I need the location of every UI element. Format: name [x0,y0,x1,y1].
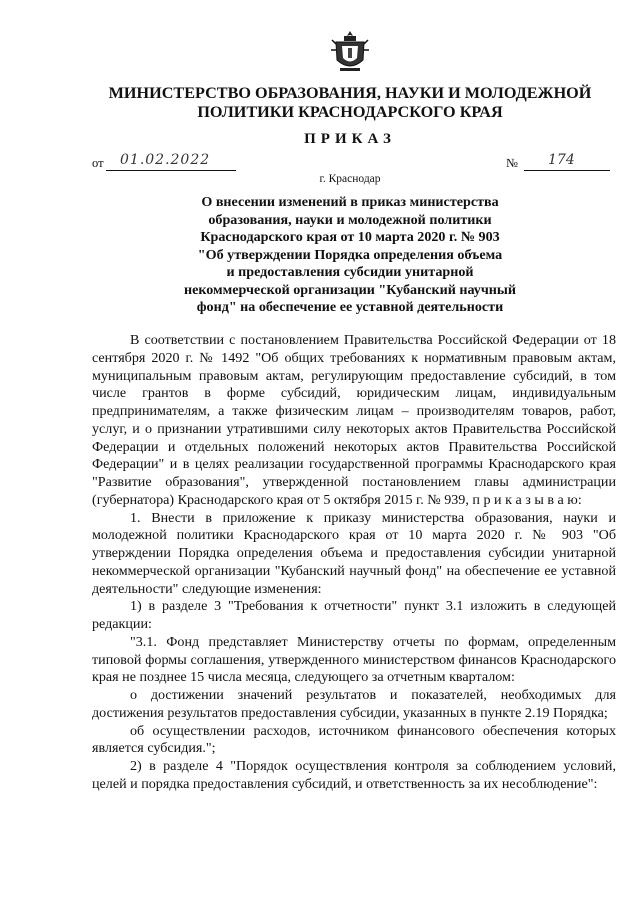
ministry-title-line-1: МИНИСТЕРСТВО ОБРАЗОВАНИЯ, НАУКИ И МОЛОДЕЖНОЙ [108,84,592,102]
city-label: г. Краснодар [319,173,381,185]
number-label: № [506,156,518,170]
subject-line: некоммерческой организации "Кубанский научный [183,281,517,298]
date-label: от [92,156,104,170]
subject-line: "Об утверждении Порядка определения объема [197,246,503,263]
subject-line: фонд" на обеспечение ее уставной деятельности [196,299,504,315]
body-paragraph: 1. Внести в приложение к приказу министерства образования, науки и молодежной политики Краснодарского края от 10 марта 2020 г. № 903 "Об утверждении Порядка определения объема и предоставления субсидии унитарной некоммерческой организации "Кубанский научный фонд" на обеспечение ее уставной деятельности" следующие изменения: [92,509,616,597]
body-paragraph: В соответствии с постановлением Правительства Российской Федерации от 18 сентября 2020 г. № 1492 "Об общих требованиях к нормативным правовым актам, муниципальным правовым актам, регулирующим предоставление субсидий, в том числе грантов в форме субсидий, юридическим лицам, индивидуальным предпринимателям, а также физическим лицам – производителям товаров, работ, услуг, и о признании утратившими силу некоторых актов Правительства Российской Федерации и отдельных положений некоторых актов Правительства Российской Федерации" и в целях реализации государственной программы Краснодарского края "Развитие образования", утвержденной постановлением главы администрации (губернатора) Краснодарского края от 5 октября 2015 г. № 939, п р и к а з ы в а ю: [92,332,616,508]
document-type: ПРИКАЗ [304,131,396,147]
krasnodar-coat-of-arms-icon [330,30,370,74]
body-paragraph: 1) в разделе 3 "Требования к отчетности" пункт 3.1 изложить в следующей редакции: [92,598,616,632]
date-underline [106,170,236,171]
ministry-title-line-2: ПОЛИТИКИ КРАСНОДАРСКОГО КРАЯ [197,103,503,121]
subject-line: О внесении изменений в приказ министерства [201,194,499,210]
date-number-row [92,154,616,174]
body-paragraph: 2) в разделе 4 "Порядок осуществления контроля за соблюдением условий, целей и порядка предоставления субсидий, и ответственность за их несоблюдение": [92,758,616,792]
date-value: 01.02.2022 [120,152,211,168]
body-paragraph: о достижении значений результатов и показателей, необходимых для достижения результатов предоставления субсидии, указанных в пункте 2.19 Порядка; [92,687,616,721]
order-subject [100,194,600,317]
subject-line: Краснодарского края от 10 марта 2020 г. № 903 [200,229,500,245]
body-paragraph: об осуществлении расходов, источником финансового обеспечения которых является субсидия."; [92,722,616,757]
ministry-title [90,84,610,122]
body-paragraph: "3.1. Фонд представляет Министерству отчеты по формам, определенным типовой формы соглашения, утвержденного министерством финансов Краснодарского края не позднее 15 числа месяца, следующего за отчетным кварталом: [92,633,616,686]
subject-line: и предоставления субсидии унитарной [226,264,474,280]
order-body [92,332,616,794]
number-underline [524,170,610,171]
number-value: 174 [548,152,575,168]
subject-line: образования, науки и молодежной политики [208,211,492,228]
